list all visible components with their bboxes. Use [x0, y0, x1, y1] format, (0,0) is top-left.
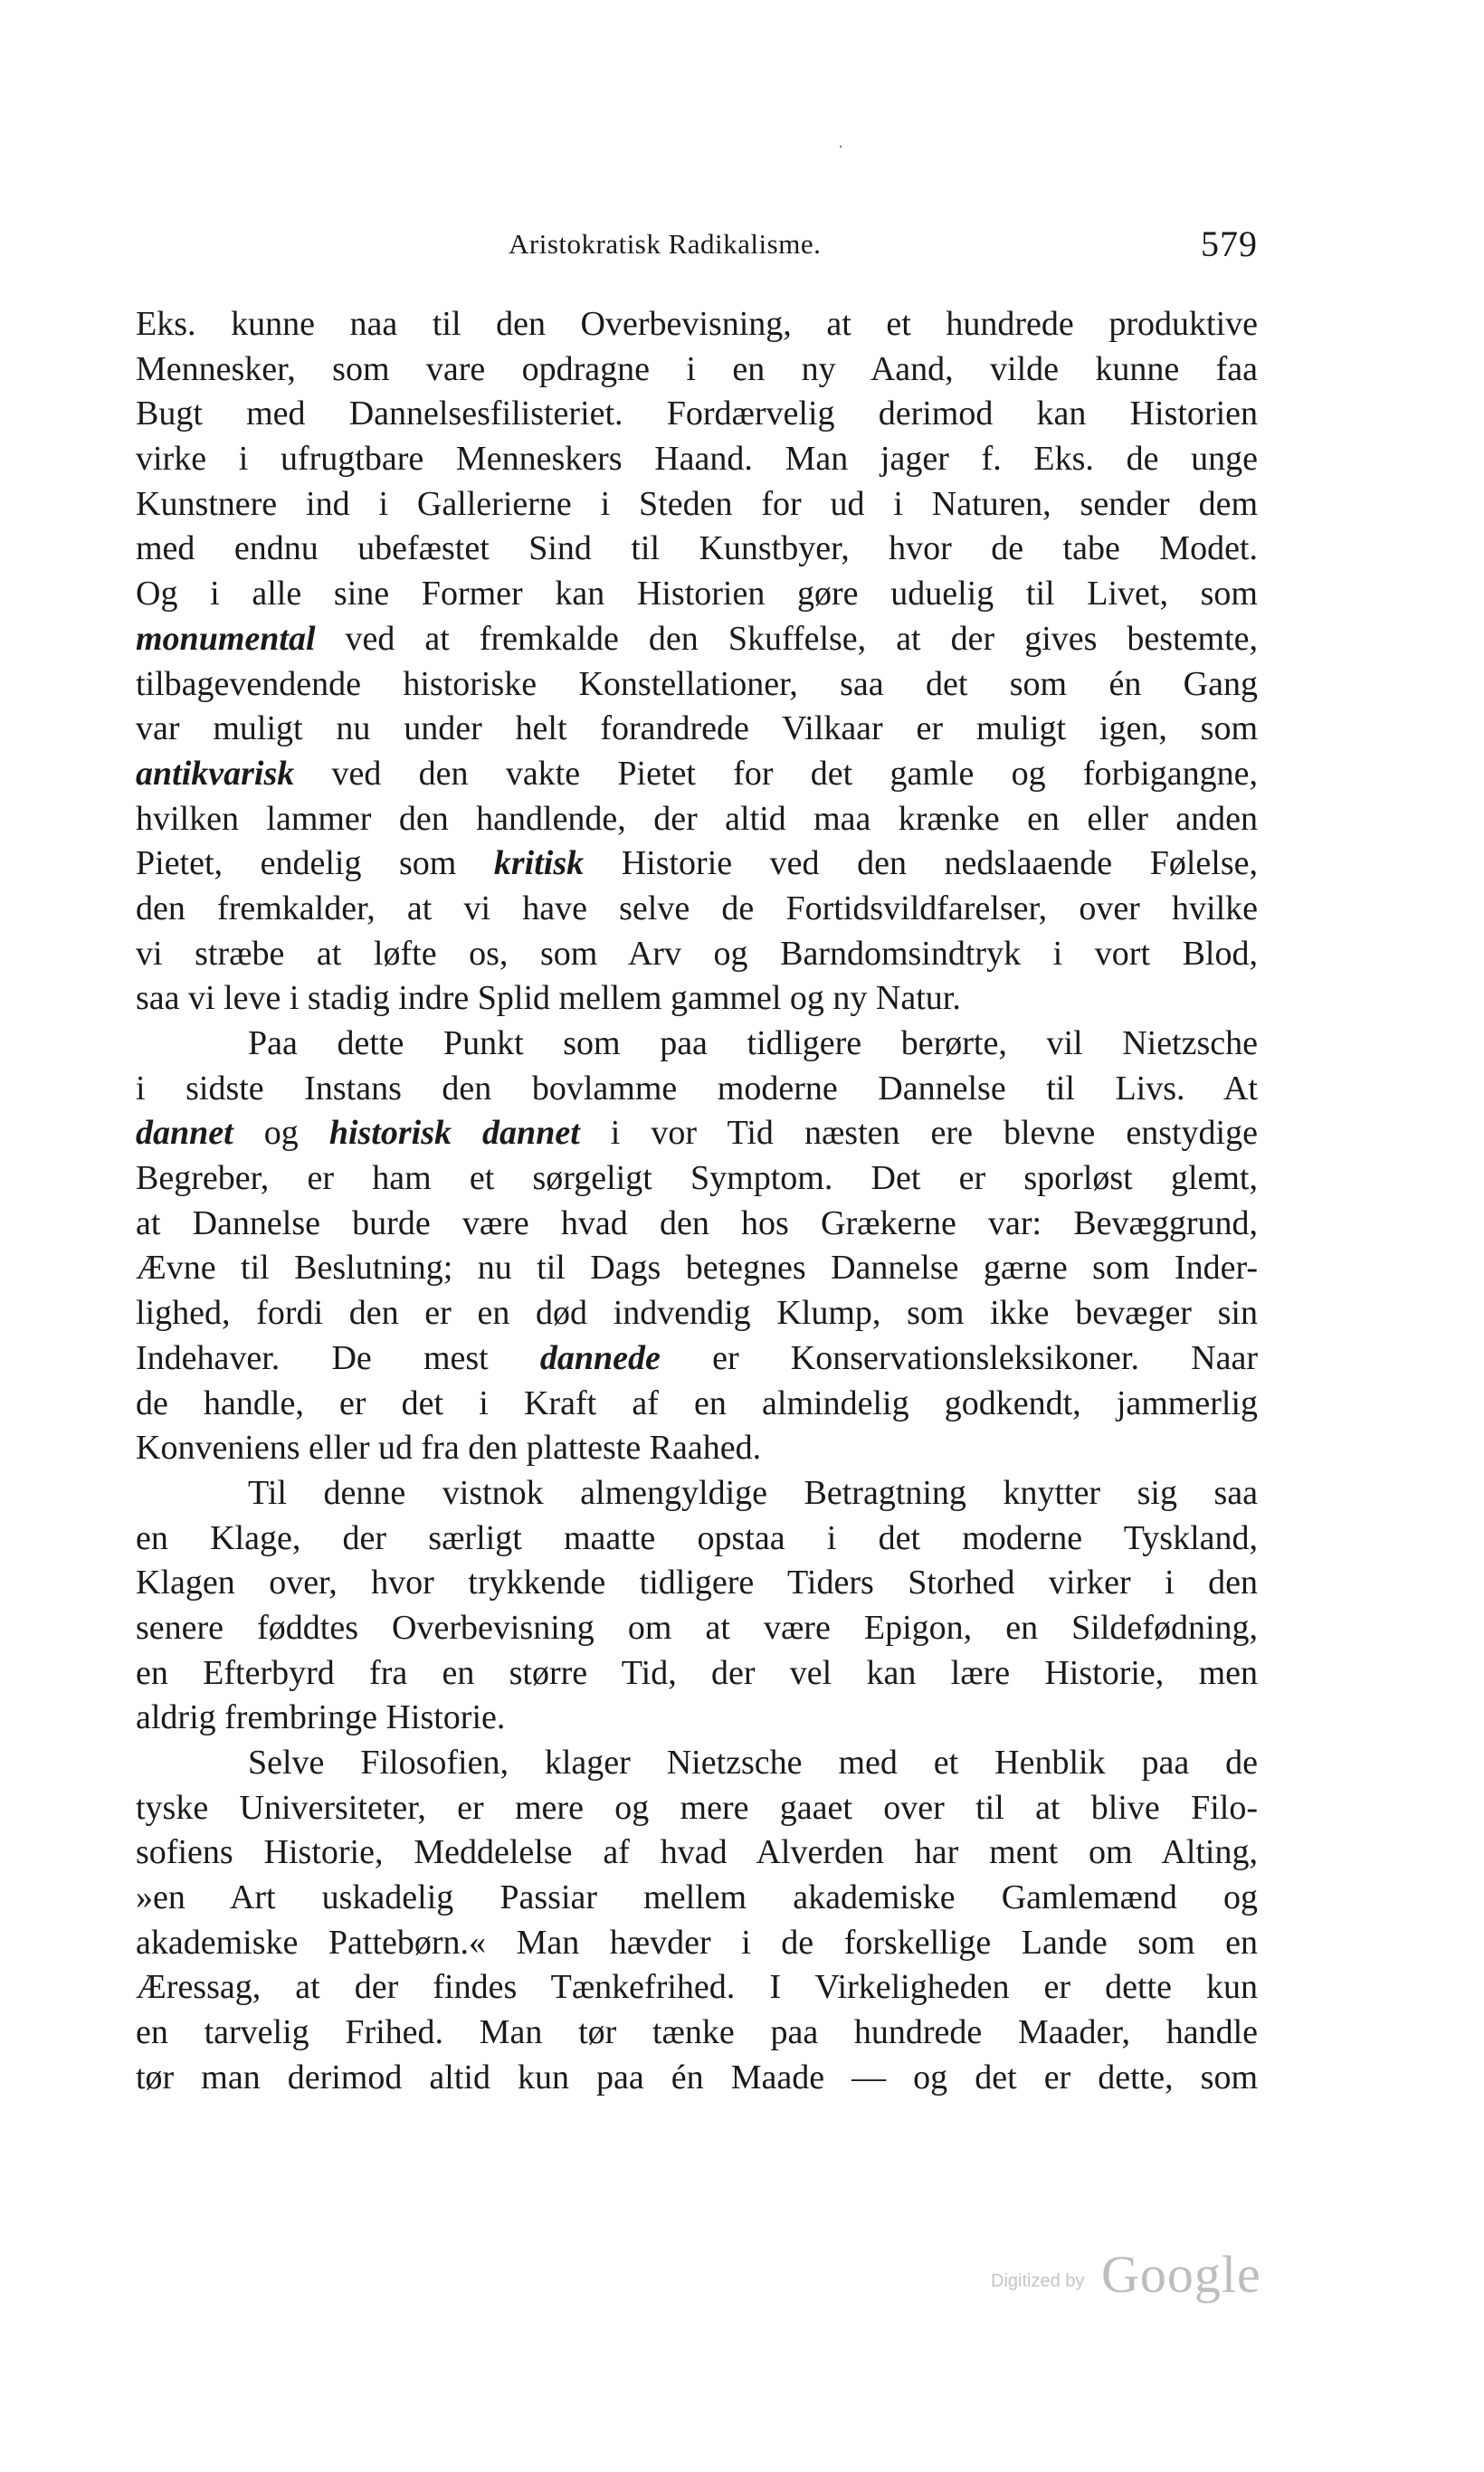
text-line	[136, 1516, 1258, 1562]
text-line	[136, 662, 1258, 708]
text-line	[136, 1022, 1258, 1067]
text-segment: de handle, er det i Kraft af en almindelig godkendt, jammerlig	[136, 1383, 1258, 1422]
text-line	[136, 707, 1258, 752]
text-segment: Pietet, endelig som	[136, 844, 494, 883]
text-segment: Bugt med Dannelsesfilisteriet. Fordærvelig derimod kan Historien	[136, 395, 1258, 433]
text-line	[136, 1741, 1258, 1786]
text-line	[136, 1651, 1258, 1697]
text-segment: Mennesker, som vare opdragne i en ny Aand, vilde kunne faa	[136, 349, 1258, 388]
text-segment: tilbagevendende historiske Konstellationer, saa det som én Gang	[136, 664, 1258, 703]
digitized-by-google-watermark	[991, 2244, 1289, 2307]
text-segment: tyske Universiteter, er mere og mere gaaet over til at blive Filo-	[136, 1788, 1258, 1827]
text-segment: Paa dette Punkt som paa tidligere berørte, vil Nietzsche	[248, 1024, 1258, 1062]
running-title: Aristokratisk Radikalisme.	[509, 228, 822, 260]
text-segment: i vor Tid næsten ere blevne enstydige	[579, 1114, 1258, 1153]
emphasized-word: dannede	[539, 1338, 661, 1377]
text-segment: en Efterbyrd fra en større Tid, der vel kan lære Historie, men	[136, 1653, 1258, 1692]
text-segment: i sidste Instans den bovlamme moderne Dannelse til Livs. At	[136, 1069, 1258, 1108]
text-line	[136, 797, 1258, 842]
text-segment: Klagen over, hvor trykkende tidligere Tiders Storhed virker i den	[136, 1564, 1258, 1602]
text-line	[136, 1471, 1258, 1516]
text-segment: er Konservationsleksikoner. Naar	[660, 1338, 1258, 1377]
emphasized-word: kritisk	[493, 844, 585, 883]
text-line	[136, 1202, 1258, 1247]
text-line	[136, 2056, 1258, 2101]
page-header	[136, 224, 1258, 270]
text-line	[136, 1830, 1258, 1876]
text-segment: Eks. kunne naa til den Overbevisning, at et hundrede produktive	[136, 305, 1258, 343]
text-segment: var muligt nu under helt forandrede Vilkaar er muligt igen, som	[136, 709, 1258, 748]
text-line	[136, 752, 1258, 797]
text-line	[136, 1876, 1258, 1921]
text-segment: den fremkalder, at vi have selve de Fortidsvildfarelser, over hvilke	[136, 889, 1258, 927]
text-segment: saa vi leve i stadig indre Splid mellem gammel og ny Natur.	[136, 979, 961, 1018]
text-segment: Konveniens eller ud fra den platteste Raahed.	[136, 1429, 762, 1468]
text-segment: »en Art uskadelig Passiar mellem akademiske Gamlemænd og	[136, 1878, 1258, 1917]
text-line	[136, 527, 1258, 572]
text-line	[136, 392, 1258, 437]
text-line	[136, 1291, 1258, 1336]
digitized-label: Digitized by	[991, 2271, 1085, 2291]
text-segment: at Dannelse burde være hvad den hos Grækerne var: Bevæggrund,	[136, 1203, 1258, 1242]
text-segment: hvilken lammer den handlende, der altid maa krænke en eller anden	[136, 799, 1258, 838]
text-segment: vi stræbe at løfte os, som Arv og Barndomsindtryk i vort Blod,	[136, 934, 1258, 973]
text-line	[136, 1696, 1258, 1741]
text-line	[136, 1246, 1258, 1291]
text-line	[136, 1921, 1258, 1966]
text-segment: virke i ufrugtbare Menneskers Haand. Man jager f. Eks. de unge	[136, 440, 1258, 479]
text-line	[136, 482, 1258, 528]
text-line	[136, 976, 1258, 1022]
text-segment: ved at fremkalde den Skuffelse, at der gives bestemte,	[315, 619, 1258, 658]
text-segment: en tarvelig Frihed. Man tør tænke paa hundrede Maader, handle	[136, 2013, 1258, 2052]
text-segment: Kunstnere ind i Gallerierne i Steden for ud i Naturen, sender dem	[136, 484, 1258, 523]
text-segment: Ævne til Beslutning; nu til Dags betegnes Dannelse gærne som Inder-	[136, 1249, 1258, 1288]
text-line	[136, 1156, 1258, 1202]
print-speck	[840, 146, 842, 147]
text-line	[136, 617, 1258, 662]
text-segment: med endnu ubefæstet Sind til Kunstbyer, hvor de tabe Modet.	[136, 529, 1258, 568]
text-line	[136, 1111, 1258, 1156]
text-segment: ved den vakte Pietet for det gamle og forbigangne,	[294, 754, 1258, 793]
text-line	[136, 841, 1258, 887]
text-line	[136, 1067, 1258, 1112]
text-segment: Til denne vistnok almengyldige Betragtning knytter sig saa	[248, 1473, 1258, 1512]
text-line	[136, 1426, 1258, 1471]
page-number: 579	[1201, 223, 1258, 264]
text-line	[136, 347, 1258, 393]
text-line	[136, 302, 1258, 347]
text-line	[136, 932, 1258, 977]
emphasized-word: antikvarisk	[136, 754, 295, 793]
emphasized-word: monumental	[136, 619, 316, 658]
text-segment: Indehaver. De mest	[136, 1338, 540, 1377]
text-line	[136, 1606, 1258, 1651]
text-segment: sofiens Historie, Meddelelse af hvad Alverden har ment om Alting,	[136, 1833, 1258, 1872]
text-line	[136, 1561, 1258, 1606]
text-line	[136, 1336, 1258, 1382]
body-text	[136, 302, 1258, 2101]
text-segment: senere føddtes Overbevisning om at være Epigon, en Sildefødning,	[136, 1608, 1258, 1647]
text-line	[136, 1382, 1258, 1427]
emphasized-word: dannet	[136, 1114, 233, 1153]
text-segment: Og i alle sine Former kan Historien gøre uduelig til Livet, som	[136, 575, 1258, 613]
text-line	[136, 1786, 1258, 1831]
google-logo: Google	[1101, 2245, 1261, 2304]
text-line	[136, 887, 1258, 932]
text-segment: lighed, fordi den er en død indvendig Klump, som ikke bevæger sin	[136, 1294, 1258, 1333]
text-line	[136, 1965, 1258, 2011]
text-segment: aldrig frembringe Historie.	[136, 1698, 506, 1737]
text-segment: Selve Filosofien, klager Nietzsche med et Henblik paa de	[248, 1744, 1258, 1782]
text-segment: og	[233, 1114, 329, 1153]
text-segment: tør man derimod altid kun paa én Maade — og det er dette, som	[136, 2058, 1258, 2096]
text-segment: Begreber, er ham et sørgeligt Symptom. Det er sporløst glemt,	[136, 1159, 1258, 1198]
text-line	[136, 572, 1258, 617]
text-line	[136, 2011, 1258, 2056]
text-segment: Historie ved den nedslaaende Følelse,	[584, 844, 1258, 883]
text-segment: en Klage, der særligt maatte opstaa i det moderne Tyskland,	[136, 1518, 1258, 1557]
text-segment: Æressag, at der findes Tænkefrihed. I Virkeligheden er dette kun	[136, 1968, 1258, 2007]
emphasized-word: historisk dannet	[328, 1114, 580, 1153]
text-line	[136, 437, 1258, 482]
text-segment: akademiske Pattebørn.« Man hævder i de forskellige Lande som en	[136, 1923, 1258, 1962]
